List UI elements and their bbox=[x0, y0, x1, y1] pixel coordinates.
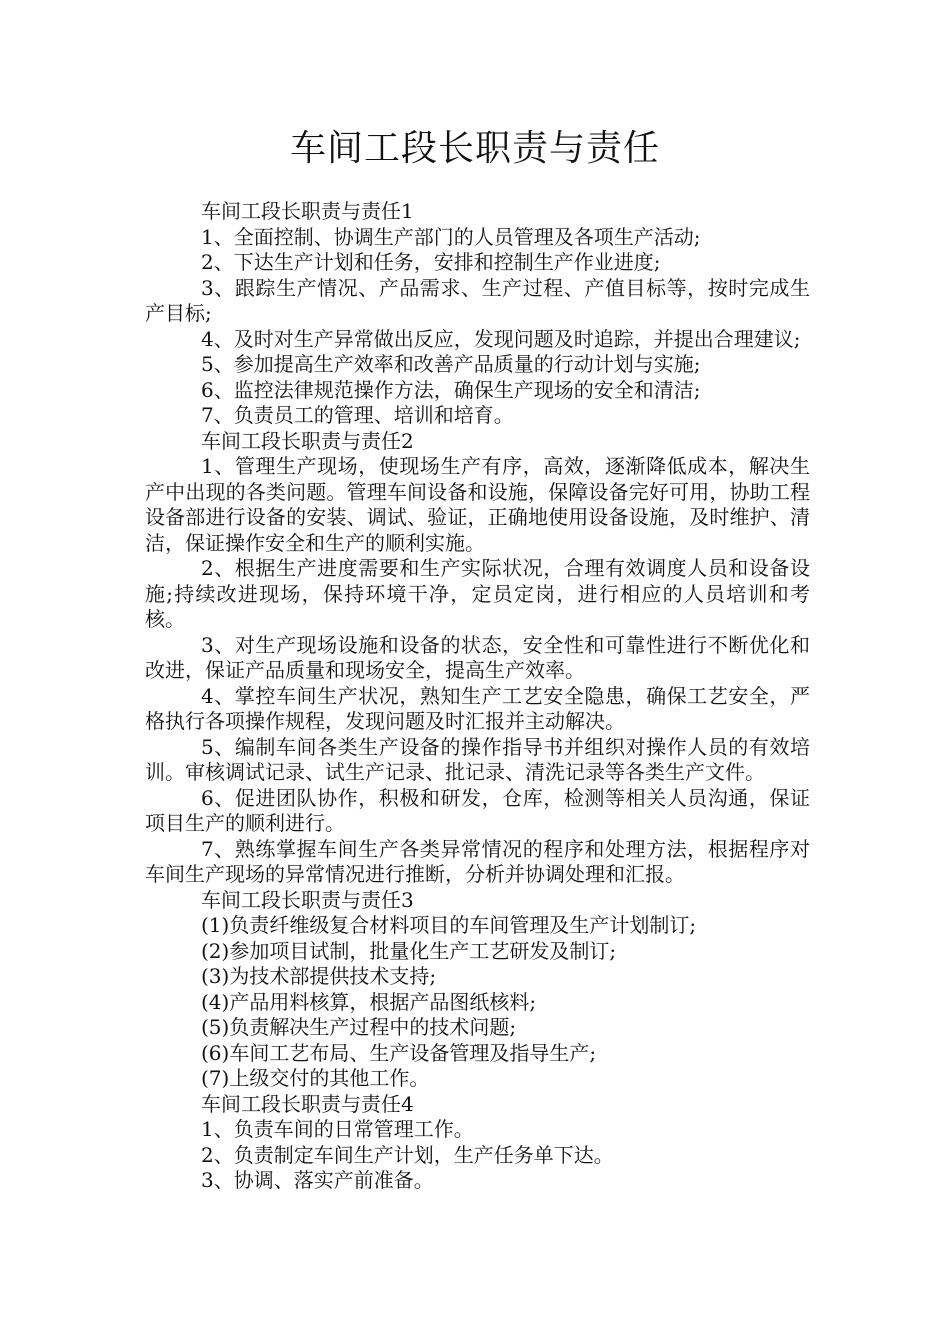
paragraph: 2、下达生产计划和任务，安排和控制生产作业进度; bbox=[201, 250, 661, 274]
paragraph: 1、负责车间的日常管理工作。 bbox=[201, 1117, 474, 1141]
document-title: 车间工段长职责与责任 bbox=[289, 128, 660, 169]
paragraph: 6、促进团队协作，积极和研发，仓库，检测等相关人员沟通，保证项目生产的顺利进行。 bbox=[145, 785, 810, 835]
paragraph: (3)为技术部提供技术支持; bbox=[201, 964, 437, 988]
document-body bbox=[145, 199, 810, 1194]
paragraph: 5、参加提高生产效率和改善产品质量的行动计划与实施; bbox=[201, 352, 701, 376]
section-heading-2: 车间工段长职责与责任2 bbox=[201, 428, 414, 453]
paragraph: 4、及时对生产异常做出反应，发现问题及时追踪，并提出合理建议; bbox=[201, 326, 801, 351]
paragraph: 1、全面控制、协调生产部门的人员管理及各项生产活动; bbox=[201, 224, 701, 249]
paragraph: 3、协调、落实产前准备。 bbox=[201, 1168, 434, 1192]
paragraph: 3、跟踪生产情况、产品需求、生产过程、产值目标等，按时完成生产目标; bbox=[145, 275, 810, 325]
paragraph: 7、熟练掌握车间生产各类异常情况的程序和处理方法，根据程序对车间生产现场的异常情况进行推断，分析并协调处理和汇报。 bbox=[145, 836, 810, 886]
paragraph: 2、根据生产进度需要和生产实际状况，合理有效调度人员和设备设施;持续改进现场，保持环境干净，定员定岗，进行相应的人员培训和考核。 bbox=[145, 556, 810, 631]
paragraph: (6)车间工艺布局、生产设备管理及指导生产; bbox=[201, 1040, 597, 1065]
paragraph: 2、负责制定车间生产计划，生产任务单下达。 bbox=[201, 1142, 614, 1167]
paragraph: 4、掌控车间生产状况，熟知生产工艺安全隐患，确保工艺安全，严格执行各项操作规程，发现问题及时汇报并主动解决。 bbox=[145, 683, 810, 733]
section-heading-4: 车间工段长职责与责任4 bbox=[201, 1091, 414, 1116]
section-heading-1: 车间工段长职责与责任1 bbox=[201, 199, 414, 223]
paragraph: (5)负责解决生产过程中的技术问题; bbox=[201, 1015, 517, 1039]
section-heading-3: 车间工段长职责与责任3 bbox=[201, 887, 414, 912]
paragraph: (4)产品用料核算，根据产品图纸核料; bbox=[201, 989, 537, 1014]
paragraph: 1、管理生产现场，使现场生产有序，高效，逐渐降低成本，解决生产中出现的各类问题。管理车间设备和设施，保障设备完好可用，协助工程设备部进行设备的安装、调试、验证，正确地使用设备设施，及时维护、清洁，保证操作安全和生产的顺利实施。 bbox=[145, 454, 810, 555]
paragraph: 3、对生产现场设施和设备的状态，安全性和可靠性进行不断优化和改进，保证产品质量和现场安全，提高生产效率。 bbox=[145, 632, 810, 682]
paragraph: (7)上级交付的其他工作。 bbox=[201, 1066, 430, 1090]
paragraph: 6、监控法律规范操作方法，确保生产现场的安全和清洁; bbox=[201, 377, 701, 402]
paragraph: 5、编制车间各类生产设备的操作指导书并组织对操作人员的有效培训。审核调试记录、试生产记录、批记录、清洗记录等各类生产文件。 bbox=[145, 734, 810, 784]
paragraph: 7、负责员工的管理、培训和培育。 bbox=[201, 403, 514, 427]
paragraph: (1)负责纤维级复合材料项目的车间管理及生产计划制订; bbox=[201, 913, 697, 937]
paragraph: (2)参加项目试制，批量化生产工艺研发及制订; bbox=[201, 938, 617, 963]
